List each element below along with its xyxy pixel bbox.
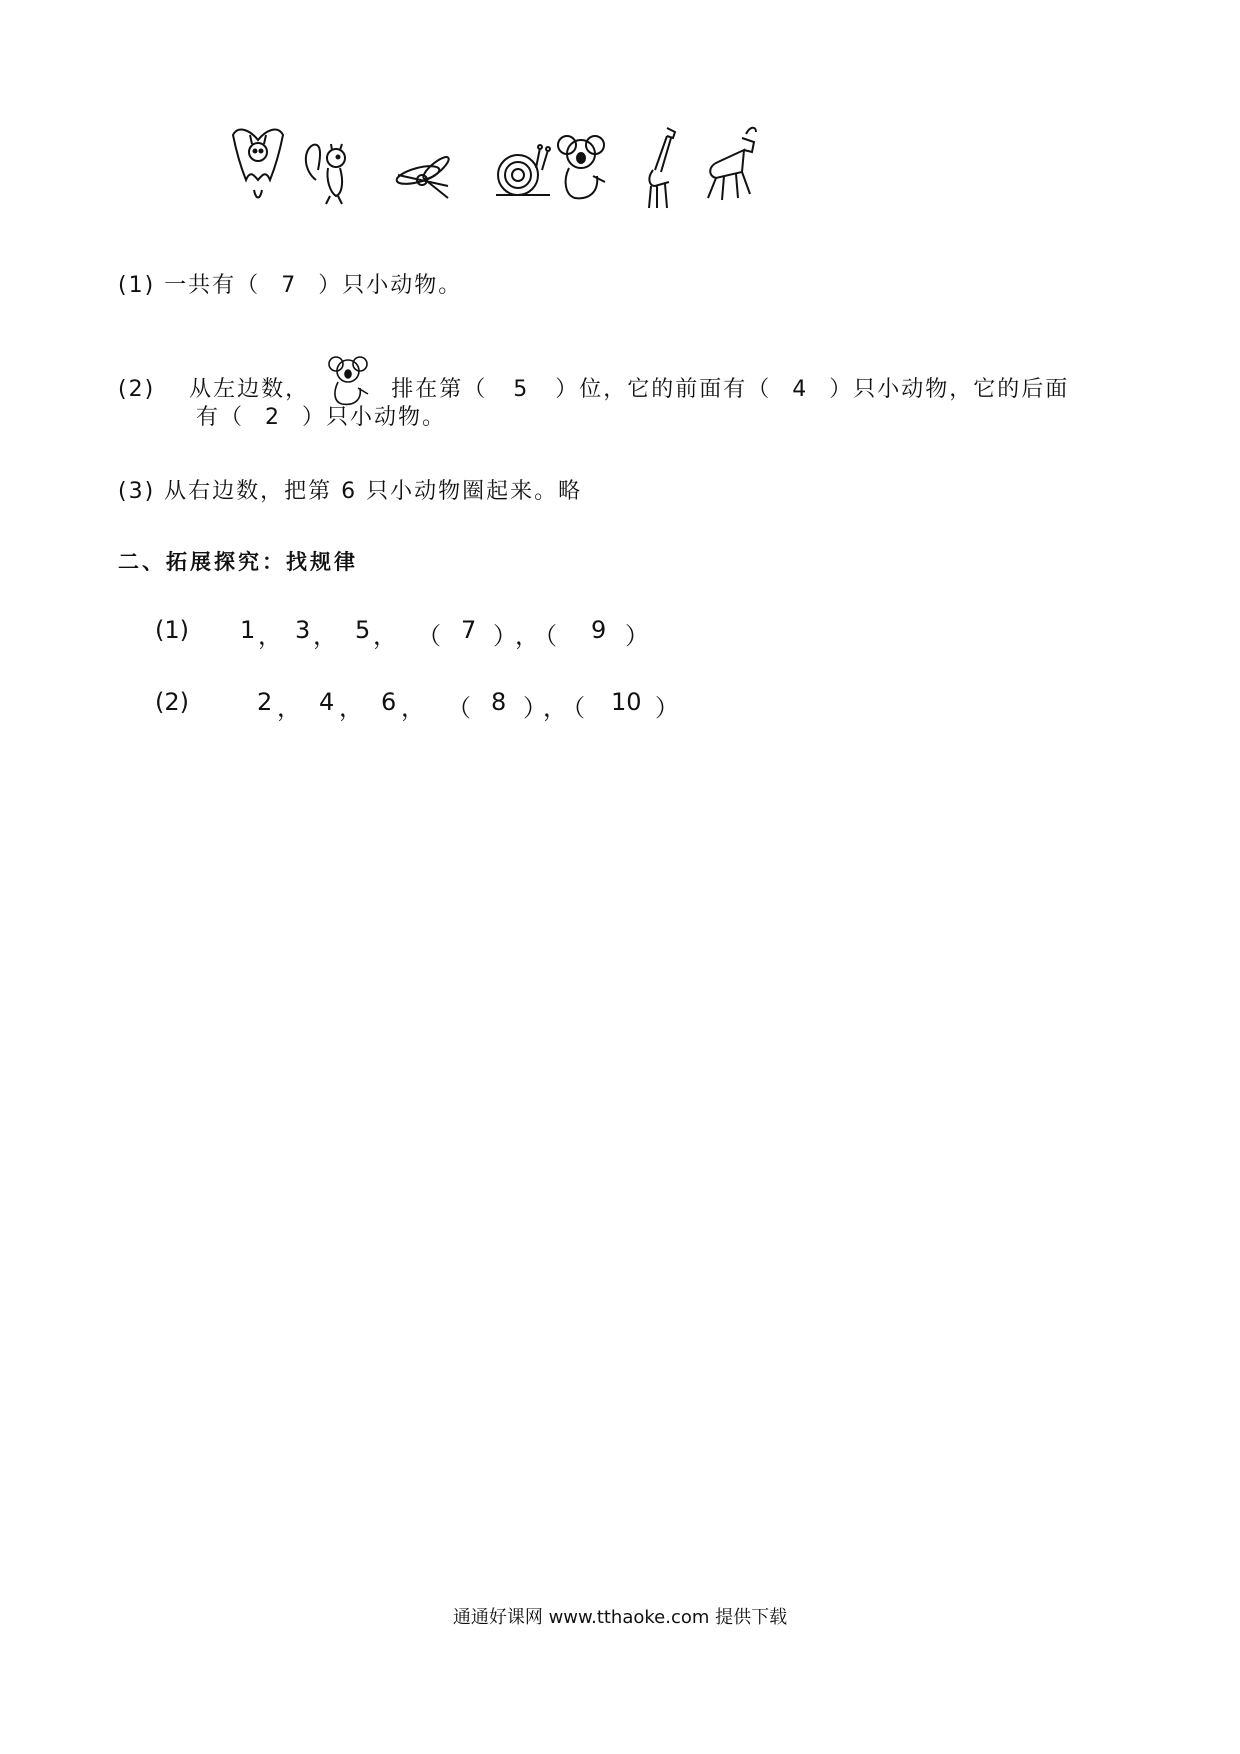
pattern-1-label: (1) — [155, 616, 189, 644]
pattern-1-answer: 7 — [461, 616, 477, 644]
pattern-1-item: ， — [258, 622, 282, 650]
giraffe-drawing — [633, 120, 683, 215]
q1-answer: 7 — [281, 273, 298, 298]
squirrel-drawing — [298, 120, 358, 215]
question-3 — [118, 474, 582, 505]
pattern-2-item: 2 — [257, 688, 273, 716]
pattern-1-item: ） — [493, 622, 517, 650]
pattern-2-answer: 8 — [491, 688, 507, 716]
pattern-2-item: 4 — [319, 688, 335, 716]
pattern-1-item: ， — [515, 622, 539, 650]
pattern-1-item: 5 — [355, 616, 371, 644]
pattern-2-item: 6 — [381, 688, 397, 716]
pattern-1-item: 3 — [295, 616, 311, 644]
pattern-1-answer: 9 — [591, 616, 607, 644]
pattern-2-item: ， — [339, 694, 363, 722]
pattern-1-item: （ — [417, 622, 441, 650]
snail-drawing — [488, 120, 558, 215]
pattern-1-item: ， — [313, 622, 337, 650]
pattern-2-item: ） — [523, 694, 547, 722]
pattern-2-item: ， — [277, 694, 301, 722]
q2-text-e: 有（ — [196, 405, 245, 430]
koala-drawing — [553, 120, 613, 215]
q2-answer-before: 4 — [792, 377, 809, 402]
section-2-heading: 二、拓展探究：找规律 — [118, 550, 358, 574]
footer-credit: 通通好课网 www.tthaoke.com 提供下载 — [452, 1607, 788, 1628]
pattern-1 — [155, 616, 715, 648]
question-1 — [118, 268, 462, 299]
question-2-continued — [196, 400, 446, 431]
dragonfly-drawing — [388, 120, 458, 215]
pattern-2-item: （ — [561, 694, 585, 722]
q3-label: (3) — [118, 479, 156, 504]
pattern-1-item: （ — [533, 622, 557, 650]
pattern-2 — [155, 688, 735, 720]
animal-row — [228, 120, 868, 220]
q2-text-d: ）只小动物，它的后面 — [829, 377, 1070, 402]
q2-text-c: ）位，它的前面有（ — [555, 377, 772, 402]
goat-drawing — [698, 120, 768, 215]
q2-label: (2) — [118, 377, 156, 402]
pattern-2-label: (2) — [155, 688, 189, 716]
q2-answer-position: 5 — [513, 377, 530, 402]
q3-text: 从右边数，把第 6 只小动物圈起来。略 — [164, 479, 583, 504]
pattern-2-answer: 10 — [611, 688, 642, 716]
pattern-2-item: ， — [401, 694, 425, 722]
q2-text-a: 从左边数， — [189, 377, 310, 402]
q2-text-b: 排在第（ — [391, 377, 488, 402]
q2-text-f: ）只小动物。 — [302, 405, 447, 430]
pattern-1-item: 1 — [240, 616, 256, 644]
pattern-1-item: ） — [625, 622, 649, 650]
q1-text-after: ）只小动物。 — [318, 273, 463, 298]
q2-answer-after: 2 — [265, 405, 282, 430]
bat-drawing — [228, 120, 288, 215]
pattern-2-item: （ — [447, 694, 471, 722]
pattern-2-item: ） — [655, 694, 679, 722]
q1-label: (1) — [118, 273, 156, 298]
q1-text-before: 一共有（ — [164, 273, 261, 298]
pattern-2-item: ， — [543, 694, 567, 722]
pattern-1-item: ， — [373, 622, 397, 650]
